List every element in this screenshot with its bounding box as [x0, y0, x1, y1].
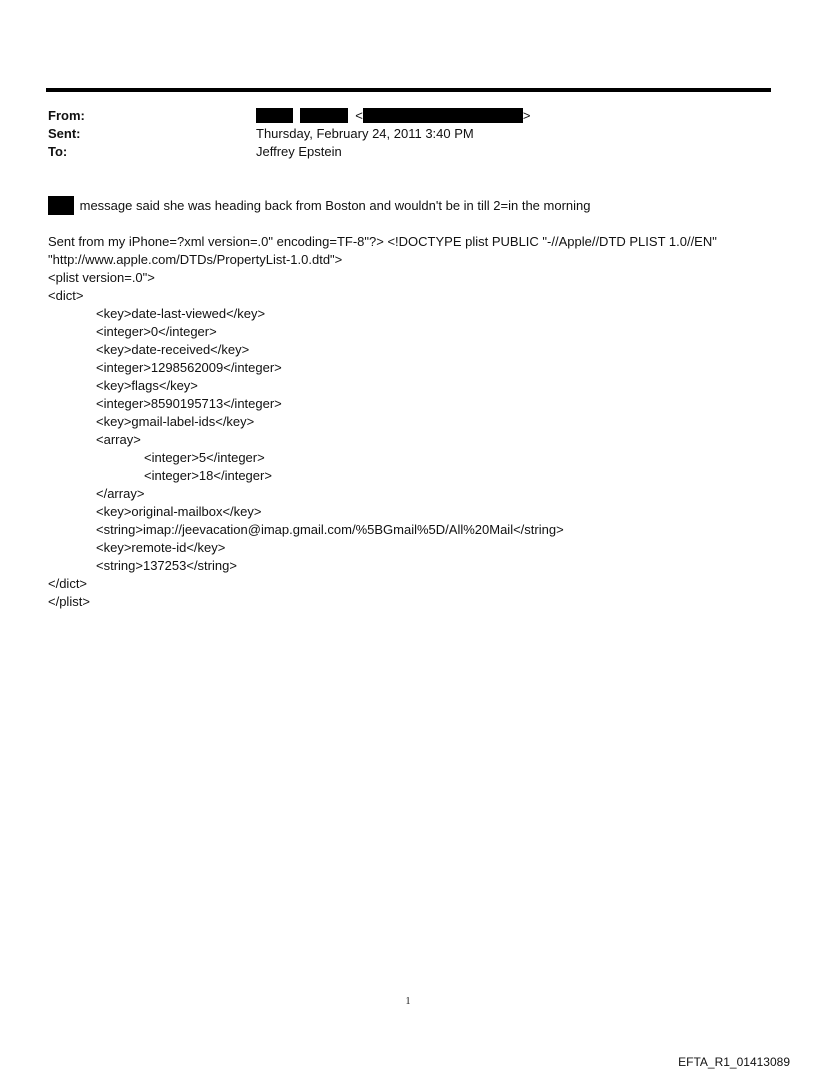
redaction-bar — [363, 108, 523, 123]
body-line: <string>137253</string> — [96, 558, 237, 573]
header-rule — [46, 88, 771, 92]
body-line: <array> — [96, 432, 141, 447]
body-line: <integer>0</integer> — [96, 324, 217, 339]
from-open-bracket: < — [355, 108, 363, 123]
redaction-bar — [300, 108, 348, 123]
from-value — [256, 107, 530, 125]
body-line: <key>gmail-label-ids</key> — [96, 414, 255, 429]
to-value: Jeffrey Epstein — [256, 144, 342, 159]
body-line: <key>date-received</key> — [96, 342, 250, 357]
sent-label: Sent: — [48, 126, 81, 141]
body-line: <integer>5</integer> — [144, 450, 265, 465]
body-line: <key>date-last-viewed</key> — [96, 306, 266, 321]
body-line: <plist version=.0"> — [48, 270, 155, 285]
document-id: EFTA_R1_01413089 — [678, 1055, 790, 1069]
to-label: To: — [48, 144, 68, 159]
body-line: <string>imap://jeevacation@imap.gmail.com/%5BGmail%5D/All%20Mail</string> — [96, 522, 564, 537]
body-line: <key>original-mailbox</key> — [96, 504, 262, 519]
sent-value: Thursday, February 24, 2011 3:40 PM — [256, 126, 474, 141]
body-line: </dict> — [48, 576, 88, 591]
message-text: message said she was heading back from Boston and wouldn't be in till 2=in the morning — [79, 198, 591, 213]
body-line: <integer>18</integer> — [144, 468, 272, 483]
page-number: 1 — [405, 996, 411, 1007]
body-line: </plist> — [48, 594, 90, 609]
body-line: <dict> — [48, 288, 84, 303]
body-line: "http://www.apple.com/DTDs/PropertyList-1.0.dtd"> — [48, 252, 343, 267]
body-line: </array> — [96, 486, 145, 501]
body-line: Sent from my iPhone=?xml version=.0" encoding=TF-8"?> <!DOCTYPE plist PUBLIC "-//Apple//DTD PLIST 1.0//EN" — [48, 234, 717, 249]
redaction-bar — [48, 196, 74, 215]
message-line — [48, 196, 591, 215]
body-line: <key>remote-id</key> — [96, 540, 226, 555]
body-line: <integer>8590195713</integer> — [96, 396, 282, 411]
message-body — [48, 233, 717, 611]
from-close-bracket: > — [522, 108, 531, 123]
body-line: <integer>1298562009</integer> — [96, 360, 282, 375]
body-line: <key>flags</key> — [96, 378, 198, 393]
from-label: From: — [48, 108, 85, 123]
redaction-bar — [256, 108, 293, 123]
